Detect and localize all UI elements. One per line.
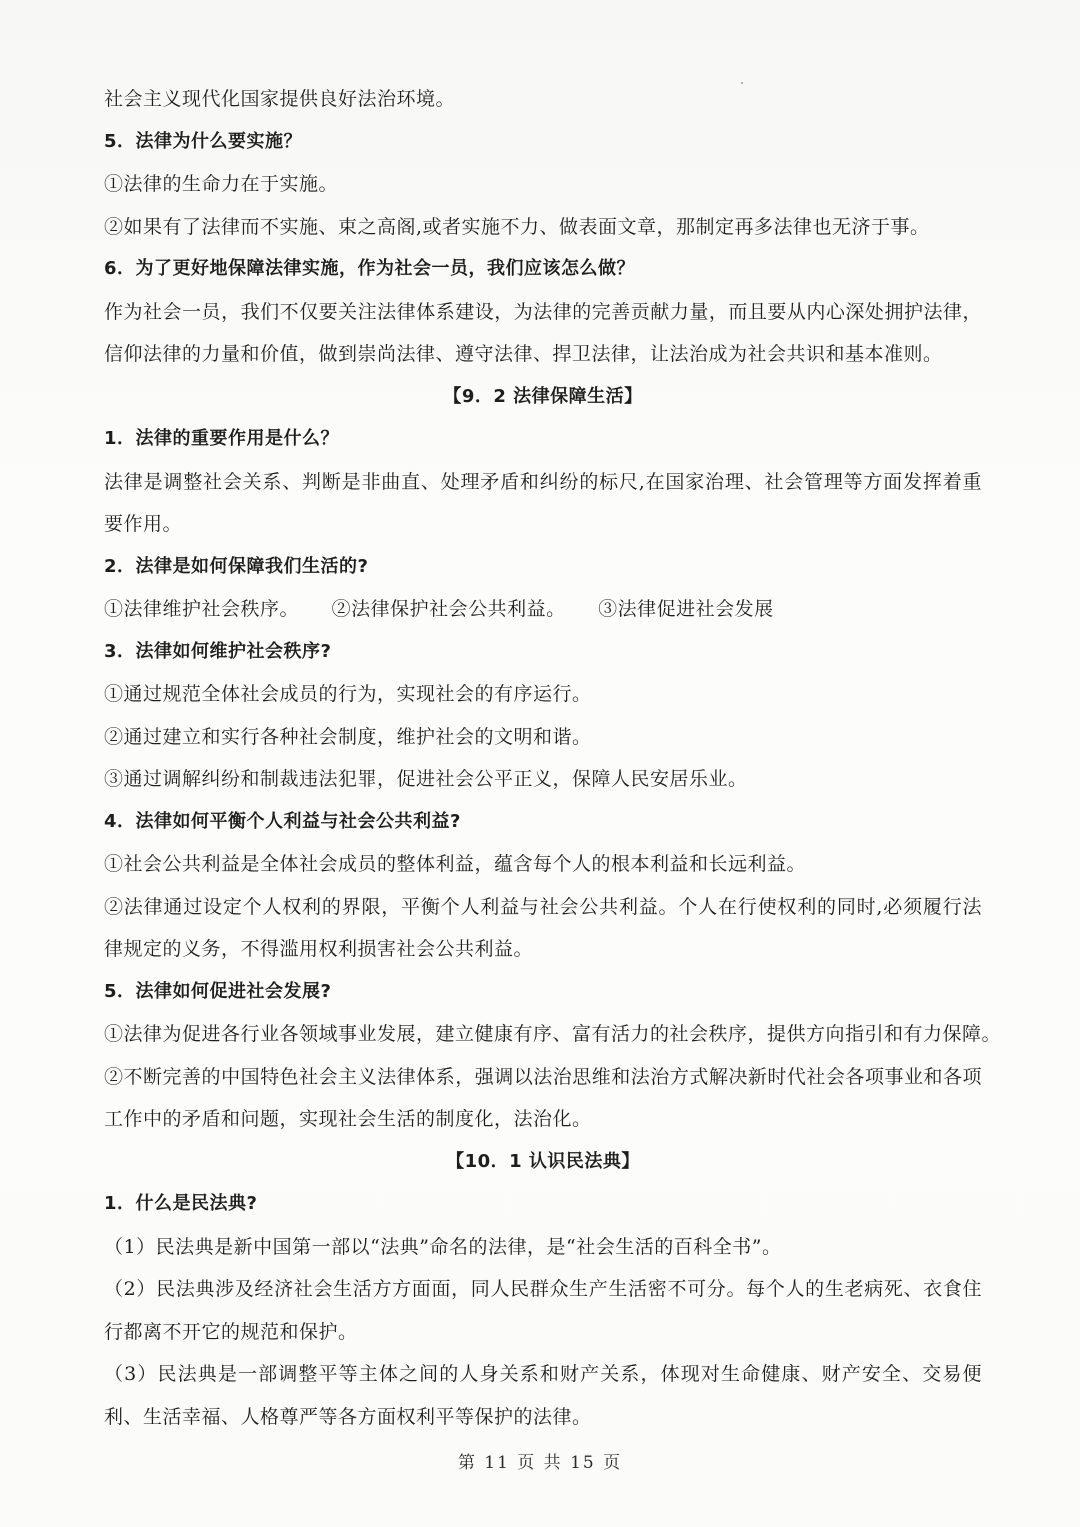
answer-point: ①社会公共利益是全体社会成员的整体利益，蕴含每个人的根本利益和长远利益。: [104, 853, 807, 875]
answer-paragraph: ②法律通过设定个人权利的界限，平衡个人利益与社会公共利益。个人在行使权利的同时,必须履行法律规定的义务，不得滥用权利损害社会公共利益。: [104, 895, 982, 960]
question-title: 6．为了更好地保障法律实施，作为社会一员，我们应该怎么做？: [104, 258, 636, 279]
page-content: [104, 78, 1002, 1438]
answer-point: ②如果有了法律而不实施、束之高阁,或者实施不力、做表面文章，那制定再多法律也无济于事。: [104, 215, 930, 238]
answer-point: （1）民法典是新中国第一部以“法典”命名的法律，是“社会生活的百科全书”。: [104, 1235, 782, 1258]
answer-points-row: [104, 588, 982, 631]
question-title: 1．法律的重要作用是什么？: [104, 428, 340, 449]
question-title: 4．法律如何平衡个人利益与社会公共利益?: [104, 810, 461, 832]
question-title: 3．法律如何维护社会秩序?: [104, 640, 332, 662]
page-footer: 第 11 页 共 15 页: [457, 1453, 623, 1473]
answer-point: ②法律保护社会公共利益。: [331, 598, 566, 620]
answer-paragraph: （2）民法典涉及经济社会生活方方面面，同人民群众生产生活密不可分。每个人的生老病死、衣食住行都离不开它的规范和保护。: [104, 1278, 982, 1343]
answer-point: ①法律为促进各行业各领域事业发展，建立健康有序、富有活力的社会秩序，提供方向指引和有力保障。: [104, 1023, 1002, 1045]
answer-point: ①通过规范全体社会成员的行为，实现社会的有序运行。: [104, 683, 592, 705]
answer-point: ①法律维护社会秩序。: [104, 598, 300, 620]
answer-paragraph: 法律是调整社会关系、判断是非曲直、处理矛盾和纠纷的标尺,在国家治理、社会管理等方面发挥着重要作用。: [104, 470, 982, 535]
answer-paragraph: （3）民法典是一部调整平等主体之间的人身关系和财产关系，体现对生命健康、财产安全、交易便利、生活幸福、人格尊严等各方面权利平等保护的法律。: [104, 1363, 982, 1428]
answer-point: ①法律的生命力在于实施。: [104, 173, 339, 195]
question-title: 5．法律如何促进社会发展?: [104, 980, 332, 1002]
section-heading: 【9．2 法律保障生活】: [443, 385, 643, 407]
question-title: 2．法律是如何保障我们生活的?: [104, 555, 369, 577]
answer-point: ②通过建立和实行各种社会制度，维护社会的文明和谐。: [104, 725, 592, 748]
answer-point: ③法律促进社会发展: [598, 598, 774, 620]
answer-paragraph: ②不断完善的中国特色社会主义法律体系，强调以法治思维和法治方式解决新时代社会各项事业和各项工作中的矛盾和问题，实现社会生活的制度化，法治化。: [104, 1065, 982, 1130]
section-heading: 【10．1 认识民法典】: [446, 1150, 640, 1172]
answer-paragraph: 作为社会一员，我们不仅要关注法律体系建设，为法律的完善贡献力量，而且要从内心深处拥护法律，信仰法律的力量和价值，做到崇尚法律、遵守法律、捍卫法律，让法治成为社会共识和基本准则。: [104, 300, 982, 365]
continued-paragraph: 社会主义现代化国家提供良好法治环境。: [104, 88, 456, 110]
question-title: 1．什么是民法典?: [104, 1193, 258, 1214]
question-title: 5．法律为什么要实施？: [104, 130, 303, 152]
answer-point: ③通过调解纠纷和制裁违法犯罪，促进社会公平正义，保障人民安居乐业。: [104, 768, 748, 790]
